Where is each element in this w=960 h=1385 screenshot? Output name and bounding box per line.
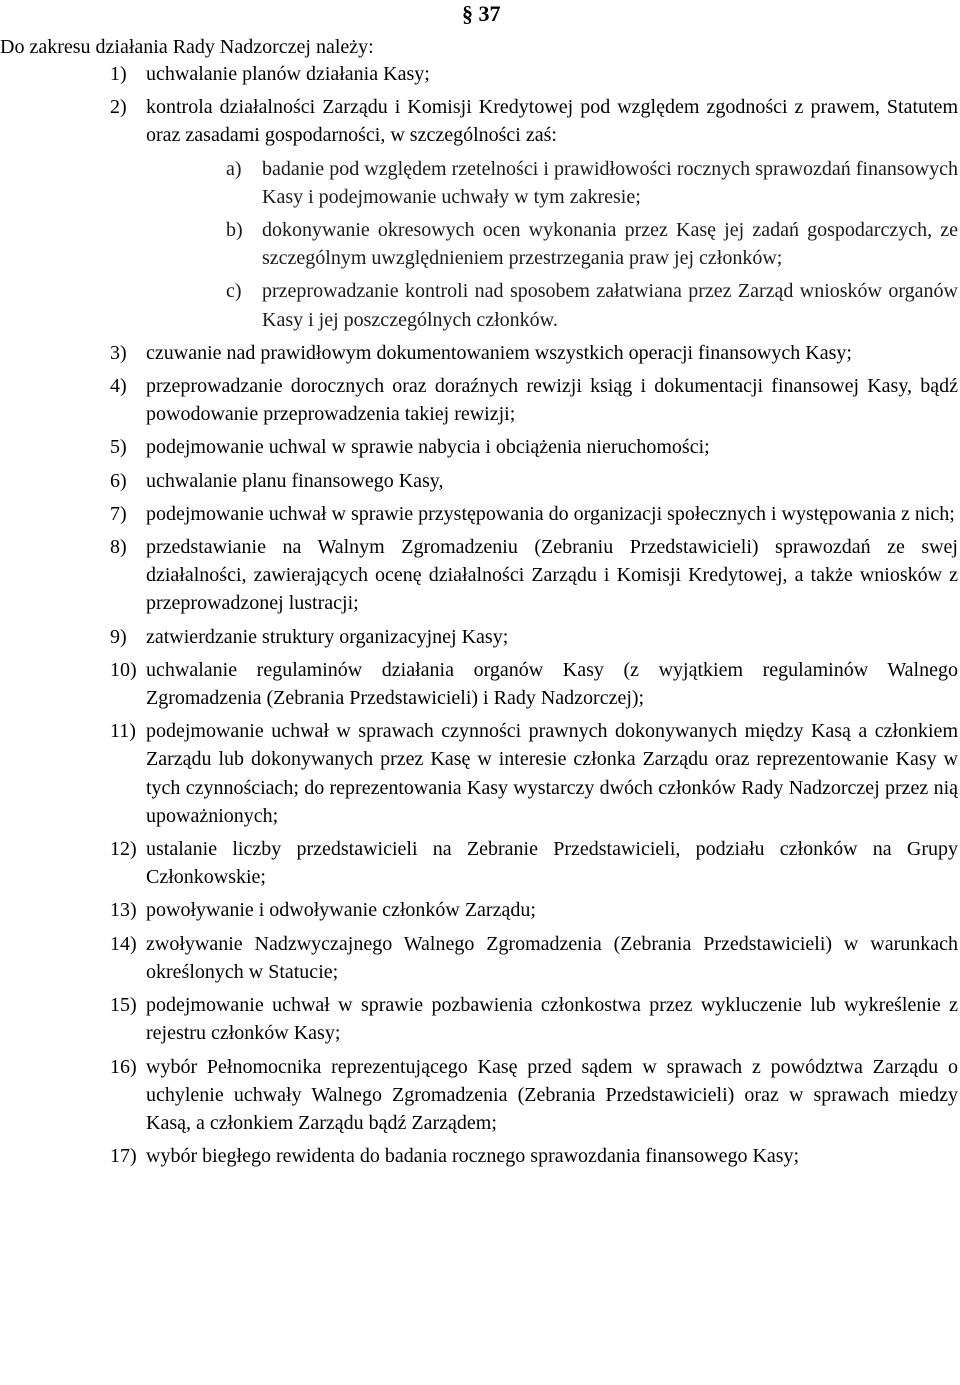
item-number: 7): [110, 502, 127, 525]
item-text: przeprowadzanie dorocznych oraz doraźnych rewizji ksiąg i dokumentacji finansowej Kasy, bądź powodowanie przeprowadzenia takiej rewizji;: [146, 375, 958, 426]
intro-text: Do zakresu działania Rady Nadzorczej należy:: [0, 36, 374, 58]
section-heading: § 37: [462, 1, 501, 26]
item-text: uchwalanie planu finansowego Kasy,: [146, 469, 444, 492]
list-item: [0, 930, 960, 986]
item-text: przedstawianie na Walnym Zgromadzeniu (Zebraniu Przedstawicieli) sprawozdań ze swej działalności, zawierających ocenę działalności Zarządu i Komisji Kredytowej, a także wniosków z przeprowadzonej lustracji;: [146, 536, 958, 615]
item-text: podejmowanie uchwał w sprawach czynności prawnych dokonywanych między Kasą a członkiem Zarządu lub dokonywanych przez Kasę w interesie członka Zarządu oraz reprezentowanie Kasy w tych czynnościach; do reprezentowania Kasy wystarczy dwóch członków Rady Nadzorczej przez nią upoważnionych;: [146, 720, 958, 827]
sub-item-letter: a): [226, 157, 242, 180]
list-item: [0, 372, 960, 428]
sub-item-letter: c): [226, 280, 242, 303]
item-number: 1): [110, 63, 127, 85]
sub-item-text: przeprowadzanie kontroli nad sposobem załatwiana przez Zarząd wniosków organów Kasy i jej poszczególnych członków.: [262, 280, 958, 331]
list-item: [0, 623, 960, 651]
sub-list: [0, 155, 960, 334]
item-text: podejmowanie uchwal w sprawie nabycia i obciążenia nieruchomości;: [146, 436, 710, 459]
sub-item-text: dokonywanie okresowych ocen wykonania przez Kasę jej zadań gospodarczych, ze szczególnym uwzględnieniem przestrzegania praw jej członków;: [262, 219, 958, 270]
sub-item-text: badanie pod względem rzetelności i prawidłowości rocznych sprawozdań finansowych Kasy i podejmowanie uchwały w tym zakresie;: [262, 157, 958, 208]
item-number: 4): [110, 375, 127, 398]
list-item: [0, 656, 960, 712]
item-number: 16): [110, 1055, 137, 1078]
item-number: 11): [110, 720, 136, 743]
item-number: 9): [110, 625, 127, 648]
list-item: [0, 533, 960, 618]
sub-list-item: [0, 277, 960, 333]
item-text: zatwierdzanie struktury organizacyjnej Kasy;: [146, 625, 509, 648]
list-item: [0, 1142, 960, 1170]
item-number: 8): [110, 536, 127, 559]
item-number: 2): [110, 96, 127, 119]
item-text: czuwanie nad prawidłowym dokumentowaniem wszystkich operacji finansowych Kasy;: [146, 341, 852, 364]
list-item: [0, 93, 960, 149]
item-text: wybór biegłego rewidenta do badania rocznego sprawozdania finansowego Kasy;: [146, 1145, 800, 1168]
list-item: [0, 467, 960, 495]
list-item: [0, 339, 960, 367]
item-text: uchwalanie regulaminów działania organów Kasy (z wyjątkiem regulaminów Walnego Zgromadzenia (Zebrania Przedstawicieli) i Rady Nadzorczej);: [146, 658, 958, 710]
list-item: [0, 717, 960, 830]
item-text: uchwalanie planów działania Kasy;: [146, 63, 430, 85]
item-text: wybór Pełnomocnika reprezentującego Kasę przed sądem w sprawach z powództwa Zarządu o uchylenie uchwały Walnego Zgromadzenia (Zebrania Przedstawicieli) oraz w sprawach miedzy Kasą, a członkiem Zarządu bądź Zarządem;: [146, 1055, 958, 1134]
sub-list-item: [0, 216, 960, 272]
sub-list-item: [0, 155, 960, 211]
item-number: 5): [110, 436, 127, 459]
item-number: 6): [110, 469, 127, 492]
list-item: [0, 60, 960, 88]
item-text: zwoływanie Nadzwyczajnego Walnego Zgromadzenia (Zebrania Przedstawicieli) w warunkach określonych w Statucie;: [146, 932, 958, 983]
provisions-list: [0, 60, 960, 1175]
list-item: [0, 835, 960, 891]
list-item: [0, 896, 960, 924]
item-number: 3): [110, 341, 127, 364]
item-text: ustalanie liczby przedstawicieli na Zebranie Przedstawicieli, podziału członków na Grupy Członkowskie;: [146, 838, 958, 889]
item-text: podejmowanie uchwał w sprawie przystępowania do organizacji społecznych i występowania z nich;: [146, 502, 955, 525]
item-number: 13): [110, 899, 137, 922]
item-number: 10): [110, 658, 137, 681]
item-number: 15): [110, 994, 137, 1017]
item-number: 12): [110, 838, 137, 861]
item-number: 17): [110, 1145, 137, 1168]
item-text: powoływanie i odwoływanie członków Zarządu;: [146, 899, 536, 922]
sub-item-letter: b): [226, 219, 243, 242]
list-item: [0, 500, 960, 528]
item-number: 14): [110, 932, 137, 955]
list-item: [0, 991, 960, 1047]
list-item: [0, 1053, 960, 1138]
list-item: [0, 433, 960, 461]
item-text: podejmowanie uchwał w sprawie pozbawienia członkostwa przez wykluczenie lub wykreślenie z rejestru członków Kasy;: [146, 994, 958, 1045]
item-text: kontrola działalności Zarządu i Komisji Kredytowej pod względem zgodności z prawem, Statutem oraz zasadami gospodarności, w szczególności zaś:: [146, 96, 958, 147]
